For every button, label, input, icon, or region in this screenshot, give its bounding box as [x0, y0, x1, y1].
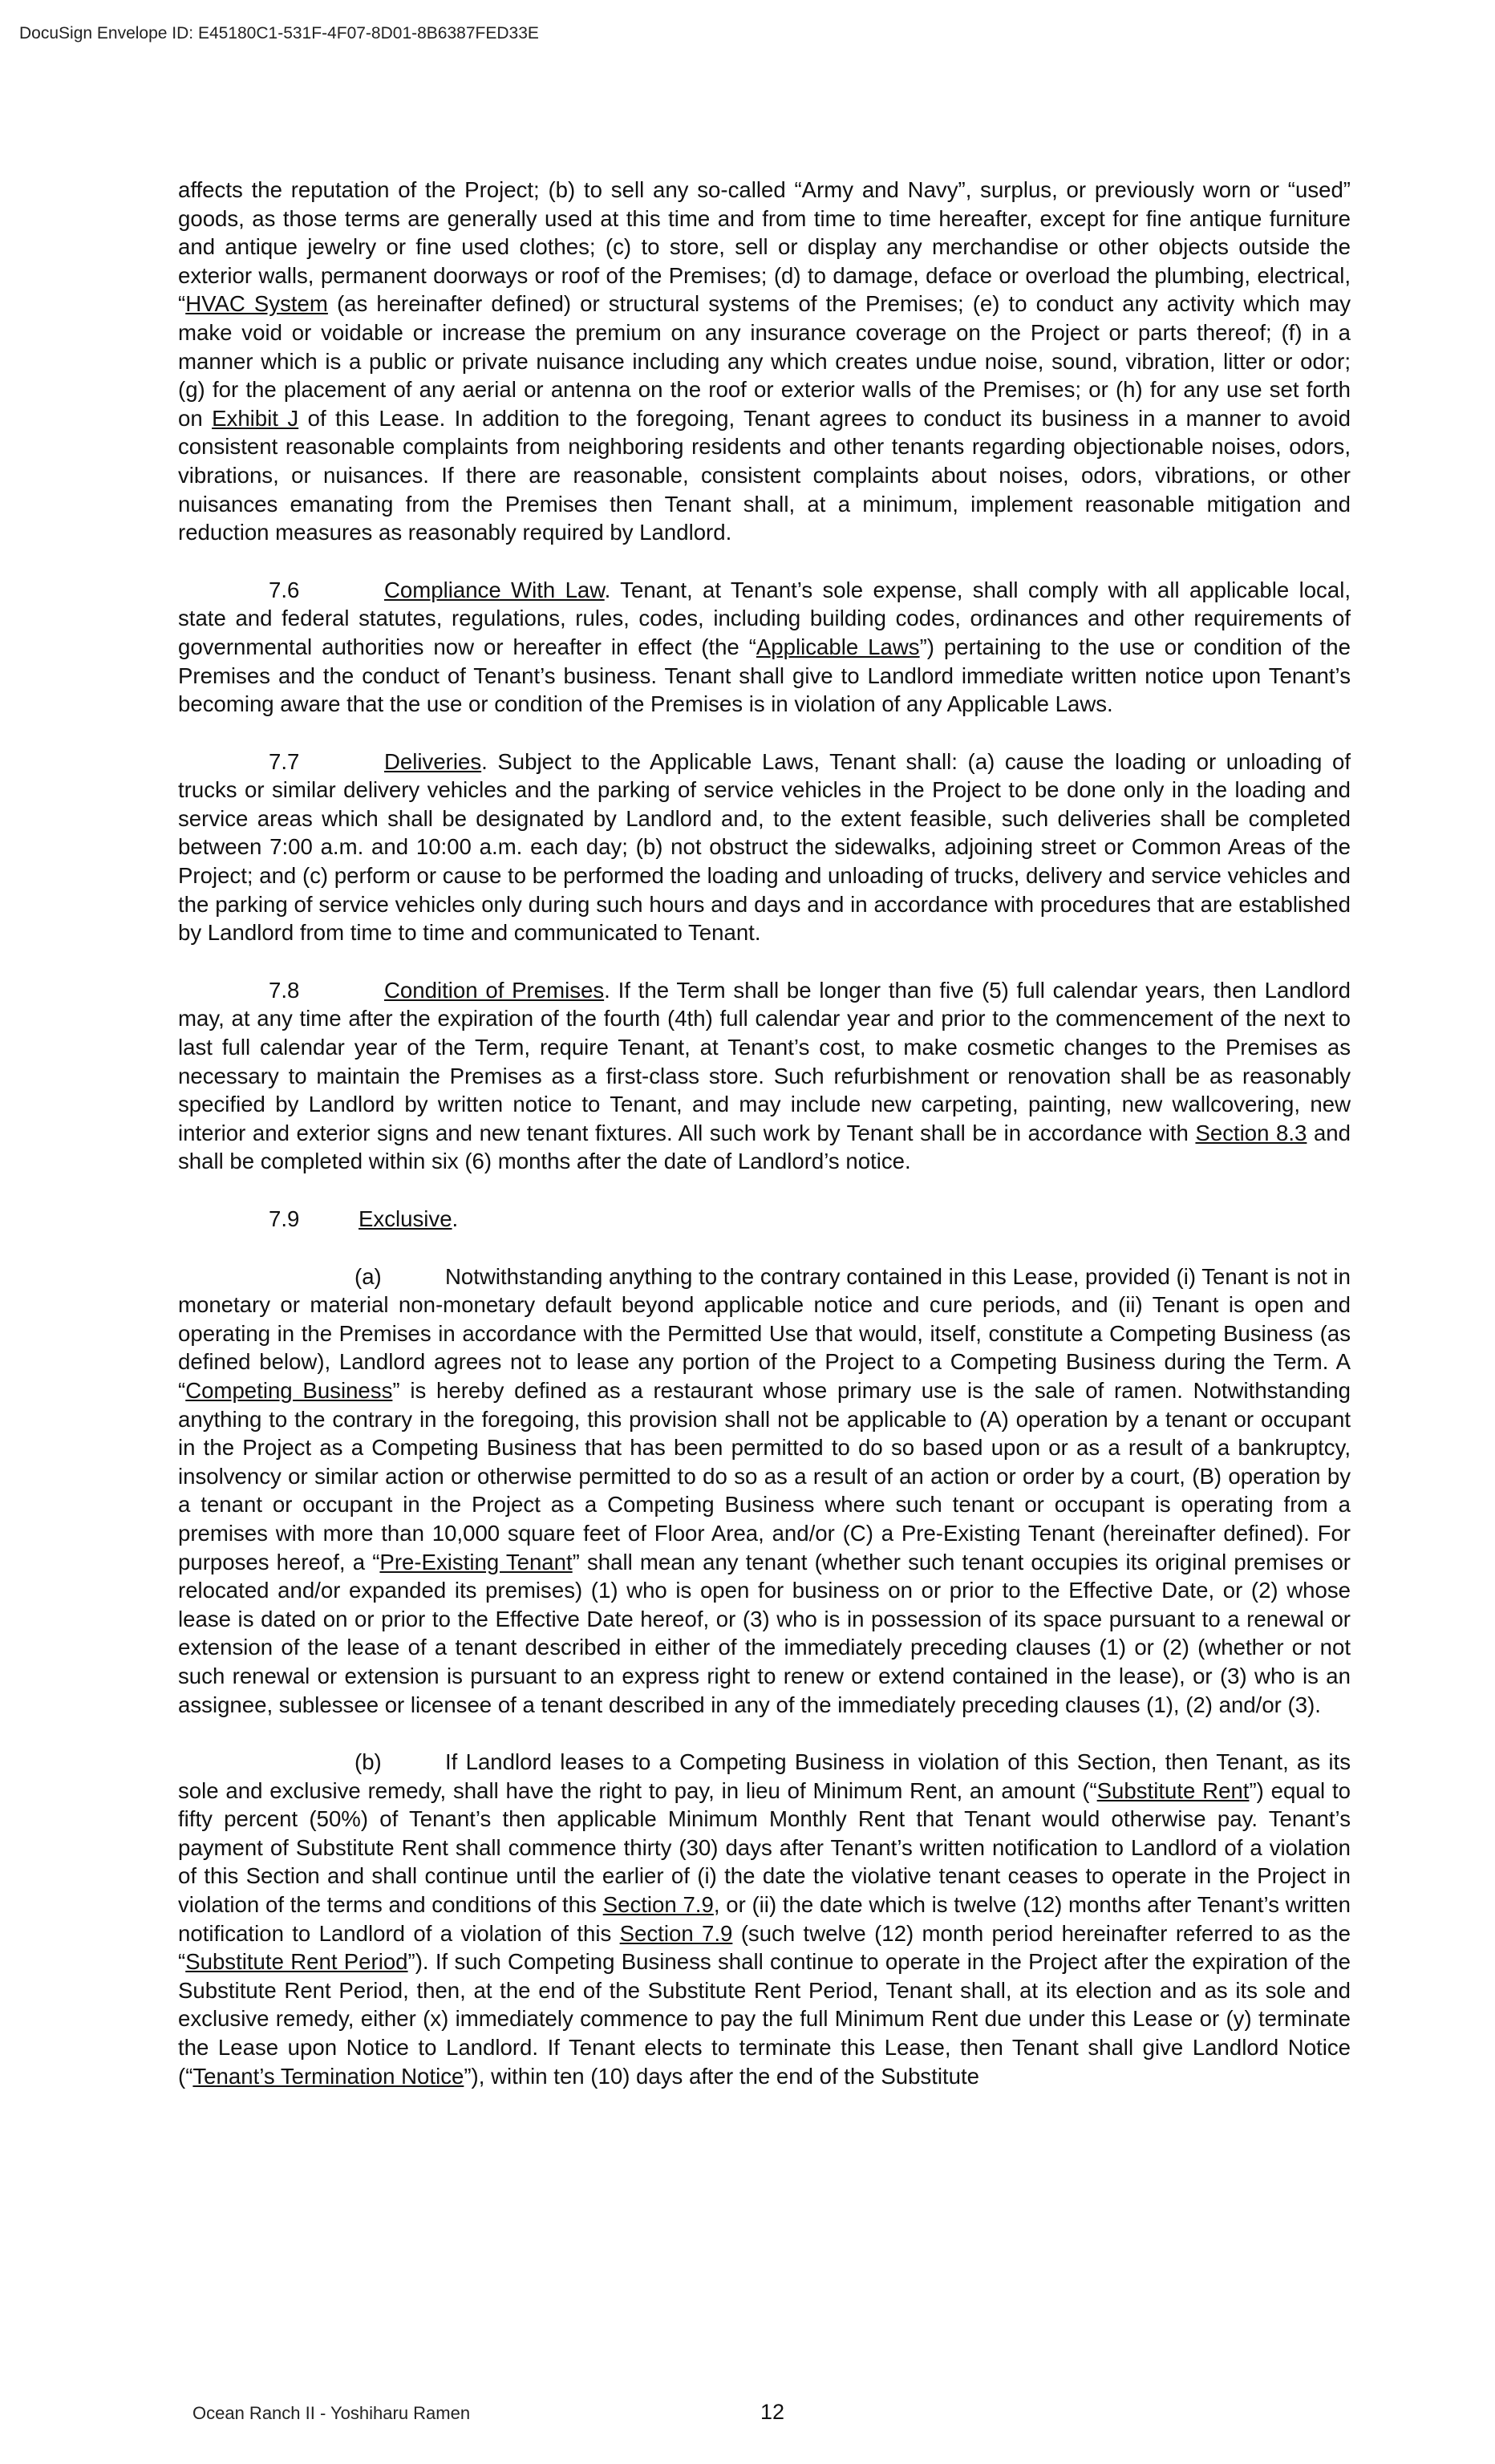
section-7-9-a: [178, 1262, 1351, 1720]
defined-term-pre-existing-tenant: Pre-Existing Tenant: [379, 1549, 573, 1574]
document-body: [178, 176, 1351, 2119]
text-run: . If the Term shall be longer than five (5) full calendar years, then Landlord may, at any time after the expiration of the fourth (4th) full calendar year and prior to the commencement of the next to last full calendar year of the Term, require Tenant, at Tenant’s cost, to make cosmetic changes to the Premises as necessary to maintain the Premises as a first-class store. Such refurbishment or renovation shall be as reasonably specified by Landlord by written notice to Tenant, and may include new carpeting, painting, new wallcovering, new interior and exterior signs and new tenant fixtures. All such work by Tenant shall be in accordance with: [178, 977, 1351, 1145]
section-8-3-reference: Section 8.3: [1195, 1120, 1307, 1145]
defined-term-substitute-rent: Substitute Rent: [1096, 1777, 1250, 1803]
section-title: Compliance With Law: [384, 577, 605, 602]
text-run: and shall be completed within six (6) months after the date of Landlord’s notice.: [178, 1120, 1351, 1174]
text-run: of this Lease. In addition to the foregoing, Tenant agrees to conduct its business in a manner to avoid consistent reasonable complaints from neighboring residents and other tenants regarding objectionable noises, odors, vibrations, or nuisances. If there are reasonable, consistent complaints about noises, odors, vibrations, or other nuisances emanating from the Premises then Tenant shall, at a minimum, implement reasonable mitigation and reduction measures as reasonably required by Landlord.: [178, 405, 1351, 545]
text-run: Notwithstanding anything to the contrary contained in this Lease, provided (i) Tenant is not in monetary or material non-monetary default beyond applicable notice and cure periods, and (ii) Tenant is open and operating in the Premises in accordance with the Permitted Use that would, itself, constitute a Competing Business (as defined below), Landlord agrees not to lease any portion of the Project to a Competing Business during the Term. A “: [178, 1263, 1351, 1403]
section-number: 7.7: [269, 748, 300, 774]
section-7-9-heading: [178, 1205, 1351, 1234]
section-7-9-reference: Section 7.9: [602, 1892, 714, 1918]
section-number: 7.8: [269, 977, 300, 1003]
text-run: ” shall mean any tenant (whether such tenant occupies its original premises or relocated and/or expanded its premises) (1) who is open for business on or prior to the Effective Date, or (2) whose lease is dated on or prior to the Effective Date hereof, or (3) who is in possession of its space pursuant to a renewal or extension of the lease of a tenant described in either of the immediately preceding clauses (1) or (2) (whether or not such renewal or extension is pursuant to an express right to renew or extend contained in the lease), or (3) who is an assignee, sublessee or licensee of a tenant described in any of the immediately preceding clauses (1), (2) and/or (3).: [178, 1549, 1351, 1717]
section-7-6: [178, 576, 1351, 719]
text-run: ”), within ten (10) days after the end of the Substitute: [464, 2063, 980, 2089]
text-run: affects the reputation of the Project; (b) to sell any so-called “Army and Navy”, surplus, or previously worn or “used” goods, as those terms are generally used at this time and from time to time hereafter, except for fine antique furniture and antique jewelry or fine used clothes; (c) to store, sell or display any merchandise or other objects outside the exterior walls, permanent doorways or roof of the Premises; (d) to damage, deface or overload the plumbing, electrical, “: [178, 177, 1351, 317]
text-run: If Landlord leases to a Competing Business in violation of this Section, then Tenant, as its sole and exclusive remedy, shall have the right to pay, in lieu of Minimum Rent, an amount (“: [178, 1749, 1351, 1803]
paragraph-use-restrictions: [178, 176, 1351, 547]
text-run: ”) pertaining to the use or condition of the Premises and the conduct of Tenant’s business. Tenant shall give to Landlord immediate written notice upon Tenant’s becoming aware that the use or condition of the Premises is in violation of any Applicable Laws.: [178, 634, 1351, 717]
footer-document-name: Ocean Ranch II - Yoshiharu Ramen: [192, 2403, 471, 2423]
text-run: .: [452, 1206, 459, 1231]
subsection-number: (b): [355, 1749, 382, 1775]
section-7-9-reference: Section 7.9: [619, 1920, 733, 1946]
text-run: , or (ii) the date which is twelve (12) months after Tenant’s written notification to Landlord of a violation of this: [178, 1892, 1351, 1946]
section-number: 7.9: [269, 1206, 300, 1231]
page-number: 12: [760, 2400, 785, 2424]
section-title: Exclusive: [359, 1206, 452, 1231]
text-run: (as hereinafter defined) or structural systems of the Premises; (e) to conduct any activity which may make void or voidable or increase the premium on any insurance coverage on the Project or parts thereof; (f) in a manner which is a public or private nuisance including any which creates undue noise, sound, vibration, litter or odor; (g) for the placement of any aerial or antenna on the roof or exterior walls of the Premises; or (h) for any use set forth on: [178, 291, 1351, 431]
text-run: ”). If such Competing Business shall continue to operate in the Project after the expiration of the Substitute Rent Period, then, at the end of the Substitute Rent Period, Tenant shall, at its election and as its sole and exclusive remedy, either (x) immediately commence to pay the full Minimum Rent due under this Lease or (y) terminate the Lease upon Notice to Landlord. If Tenant elects to terminate this Lease, then Tenant shall give Landlord Notice (“: [178, 1949, 1351, 2089]
defined-term-competing-business: Competing Business: [185, 1377, 393, 1403]
section-title: Deliveries: [384, 748, 482, 774]
defined-term-substitute-rent-period: Substitute Rent Period: [185, 1949, 408, 1975]
section-title: Condition of Premises: [384, 977, 605, 1003]
section-7-7: [178, 748, 1351, 947]
docusign-envelope-id: DocuSign Envelope ID: E45180C1-531F-4F07-8D01-8B6387FED33E: [19, 24, 539, 43]
exhibit-j-reference: Exhibit J: [212, 405, 299, 431]
text-run: ”) equal to fifty percent (50%) of Tenant’s then applicable Minimum Monthly Rent that Tenant would otherwise pay. Tenant’s payment of Substitute Rent shall commence thirty (30) days after Tenant’s written notification to Landlord of a violation of this Section and shall continue until the earlier of (i) the date the violative tenant ceases to operate in the Project in violation of the terms and conditions of this: [178, 1777, 1351, 1918]
defined-term-applicable-laws: Applicable Laws: [756, 634, 920, 659]
defined-term-termination-notice: Tenant’s Termination Notice: [192, 2063, 464, 2089]
text-run: ” is hereby defined as a restaurant whose primary use is the sale of ramen. Notwithstanding anything to the contrary in the foregoing, this provision shall not be applicable to (A) operation by a tenant or occupant in the Project as a Competing Business that has been permitted to do so based upon or as a result of a bankruptcy, insolvency or similar action or otherwise permitted to do so as a result of an action or order by a court, (B) operation by a tenant or occupant in the Project as a Competing Business where such tenant or occupant is operating from a premises with more than 10,000 square feet of Floor Area, and/or (C) a Pre-Existing Tenant (hereinafter defined). For purposes hereof, a “: [178, 1377, 1351, 1574]
text-run: . Subject to the Applicable Laws, Tenant shall: (a) cause the loading or unloading of trucks or similar delivery vehicles and the parking of service vehicles in the Project to be done only in the loading and service areas which shall be designated by Landlord and, to the extent feasible, such deliveries shall be completed between 7:00 a.m. and 10:00 a.m. each day; (b) not obstruct the sidewalks, adjoining street or Common Areas of the Project; and (c) perform or cause to be performed the loading and unloading of trucks, delivery and service vehicles and the parking of service vehicles only during such hours and days and in accordance with procedures that are established by Landlord from time to time and communicated to Tenant.: [178, 748, 1351, 946]
section-7-9-b: [178, 1748, 1351, 2090]
subsection-number: (a): [355, 1263, 382, 1289]
defined-term-hvac-system: HVAC System: [185, 291, 328, 317]
text-run: (such twelve (12) month period hereinafter referred to as the “: [178, 1920, 1351, 1975]
section-number: 7.6: [269, 577, 300, 602]
text-run: . Tenant, at Tenant’s sole expense, shall comply with all applicable local, state and federal statutes, regulations, rules, codes, including building codes, ordinances and other requirements of governmental authorities now or hereafter in effect (the “: [178, 577, 1351, 659]
section-7-8: [178, 976, 1351, 1176]
